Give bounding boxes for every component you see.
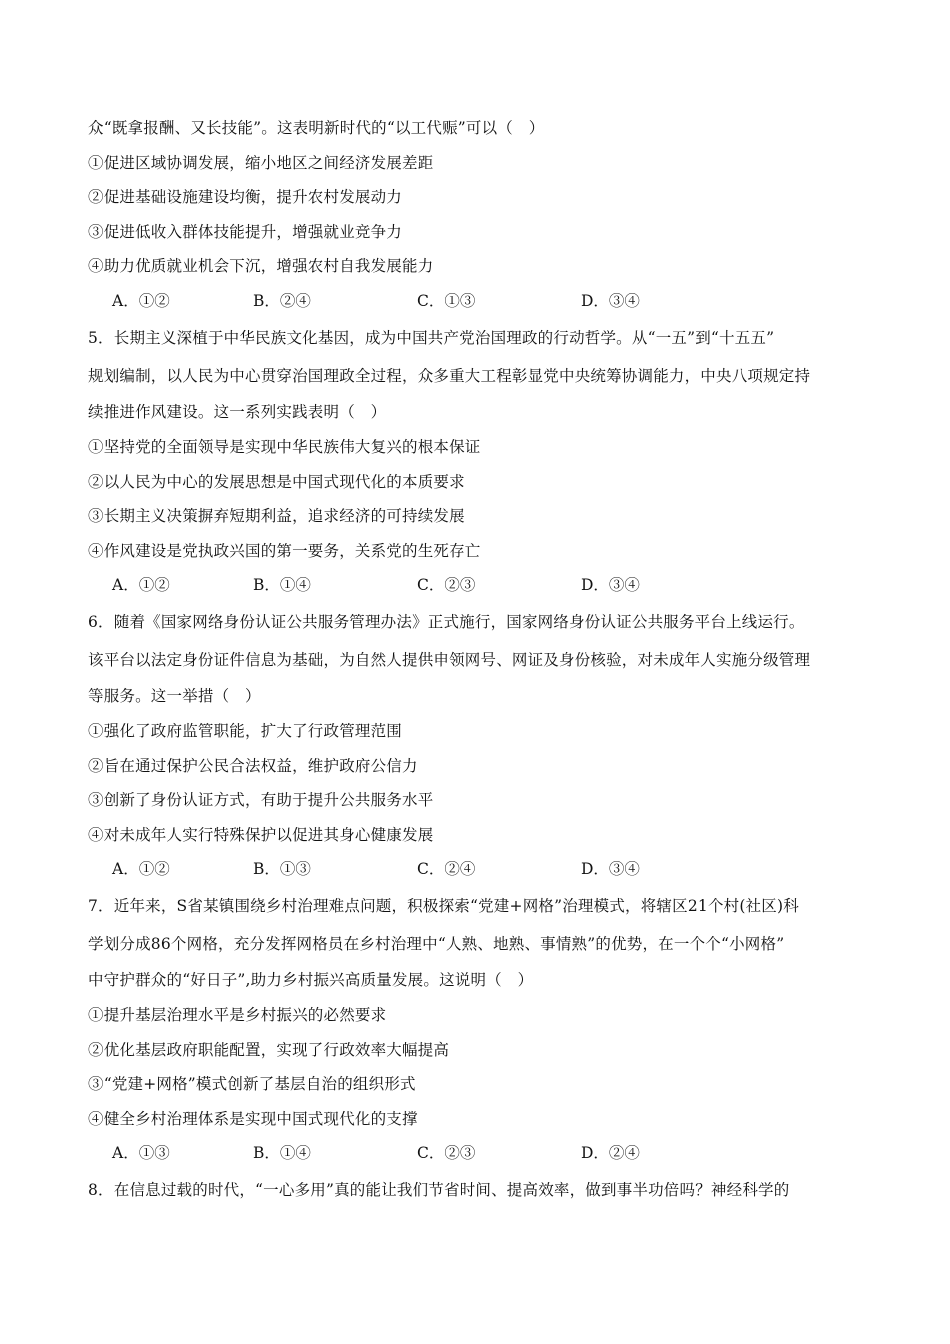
q5-option-c[interactable]: C．②③ — [417, 576, 476, 594]
q5-stem-line-1: 5．长期主义深植于中华民族文化基因，成为中国共产党治国理政的行动哲学。从“一五”到“十五五” — [88, 329, 775, 347]
q4-option-b[interactable]: B．②④ — [253, 292, 311, 310]
q7-stem-line-2: 学划分成86个网格，充分发挥网格员在乡村治理中“人熟、地熟、事情熟”的优势，在一个个“小网格” — [88, 935, 785, 953]
q7-stem-line-1: 7．近年来，S省某镇围绕乡村治理难点问题，积极探索“党建+网格”治理模式，将辖区21个村(社区)科 — [88, 897, 799, 915]
q7-options — [112, 1143, 712, 1163]
q6-options — [112, 859, 712, 879]
q4-options — [112, 291, 712, 311]
q5-item-1: ①坚持党的全面领导是实现中华民族伟大复兴的根本保证 — [88, 438, 481, 456]
q6-option-b[interactable]: B．①③ — [253, 860, 311, 878]
q6-option-a[interactable]: A．①② — [112, 860, 170, 878]
q4-item-1: ①促进区域协调发展，缩小地区之间经济发展差距 — [88, 154, 434, 172]
q6-stem-line-3: 等服务。这一举措（ ） — [88, 687, 261, 705]
q6-option-d[interactable]: D．③④ — [581, 860, 640, 878]
q4-option-c[interactable]: C．①③ — [417, 292, 476, 310]
q5-option-a[interactable]: A．①② — [112, 576, 170, 594]
q8-stem-line-1: 8．在信息过载的时代，“一心多用”真的能让我们节省时间、提高效率，做到事半功倍吗？神经科学的 — [88, 1181, 790, 1199]
q4-stem-tail: 众“既拿报酬、又长技能”。这表明新时代的“以工代赈”可以（ ） — [88, 119, 545, 137]
q7-option-a[interactable]: A．①③ — [112, 1144, 170, 1162]
q7-stem-line-3: 中守护群众的“好日子”,助力乡村振兴高质量发展。这说明（ ） — [88, 971, 534, 989]
q6-stem-line-2: 该平台以法定身份证件信息为基础，为自然人提供申领网号、网证及身份核验，对未成年人实施分级管理 — [88, 651, 811, 669]
q4-option-d[interactable]: D．③④ — [581, 292, 640, 310]
q5-item-3: ③长期主义决策摒弃短期利益，追求经济的可持续发展 — [88, 507, 465, 525]
q7-item-4: ④健全乡村治理体系是实现中国式现代化的支撑 — [88, 1110, 418, 1128]
q4-item-2: ②促进基础设施建设均衡，提升农村发展动力 — [88, 188, 403, 206]
q5-option-d[interactable]: D．③④ — [581, 576, 640, 594]
q6-item-2: ②旨在通过保护公民合法权益，维护政府公信力 — [88, 757, 418, 775]
q5-stem-line-2: 规划编制，以人民为中心贯穿治国理政全过程，众多重大工程彰显党中央统筹协调能力，中央八项规定持 — [88, 367, 811, 385]
q7-option-c[interactable]: C．②③ — [417, 1144, 476, 1162]
q5-item-2: ②以人民为中心的发展思想是中国式现代化的本质要求 — [88, 473, 465, 491]
q7-item-1: ①提升基层治理水平是乡村振兴的必然要求 — [88, 1006, 387, 1024]
q6-option-c[interactable]: C．②④ — [417, 860, 476, 878]
q5-options — [112, 575, 712, 595]
q4-item-4: ④助力优质就业机会下沉，增强农村自我发展能力 — [88, 257, 434, 275]
q7-item-2: ②优化基层政府职能配置，实现了行政效率大幅提高 — [88, 1041, 450, 1059]
q6-item-3: ③创新了身份认证方式，有助于提升公共服务水平 — [88, 791, 434, 809]
q6-stem-line-1: 6．随着《国家网络身份认证公共服务管理办法》正式施行，国家网络身份认证公共服务平台上线运行。 — [88, 613, 805, 631]
q7-option-b[interactable]: B．①④ — [253, 1144, 311, 1162]
q5-stem-line-3: 续推进作风建设。这一系列实践表明（ ） — [88, 403, 387, 421]
q6-item-4: ④对未成年人实行特殊保护以促进其身心健康发展 — [88, 826, 434, 844]
q5-option-b[interactable]: B．①④ — [253, 576, 311, 594]
q5-item-4: ④作风建设是党执政兴国的第一要务，关系党的生死存亡 — [88, 542, 481, 560]
q4-option-a[interactable]: A．①② — [112, 292, 170, 310]
q7-item-3: ③“党建+网格”模式创新了基层自治的组织形式 — [88, 1075, 416, 1093]
q7-option-d[interactable]: D．②④ — [581, 1144, 640, 1162]
q6-item-1: ①强化了政府监管职能，扩大了行政管理范围 — [88, 722, 403, 740]
q4-item-3: ③促进低收入群体技能提升，增强就业竞争力 — [88, 223, 403, 241]
